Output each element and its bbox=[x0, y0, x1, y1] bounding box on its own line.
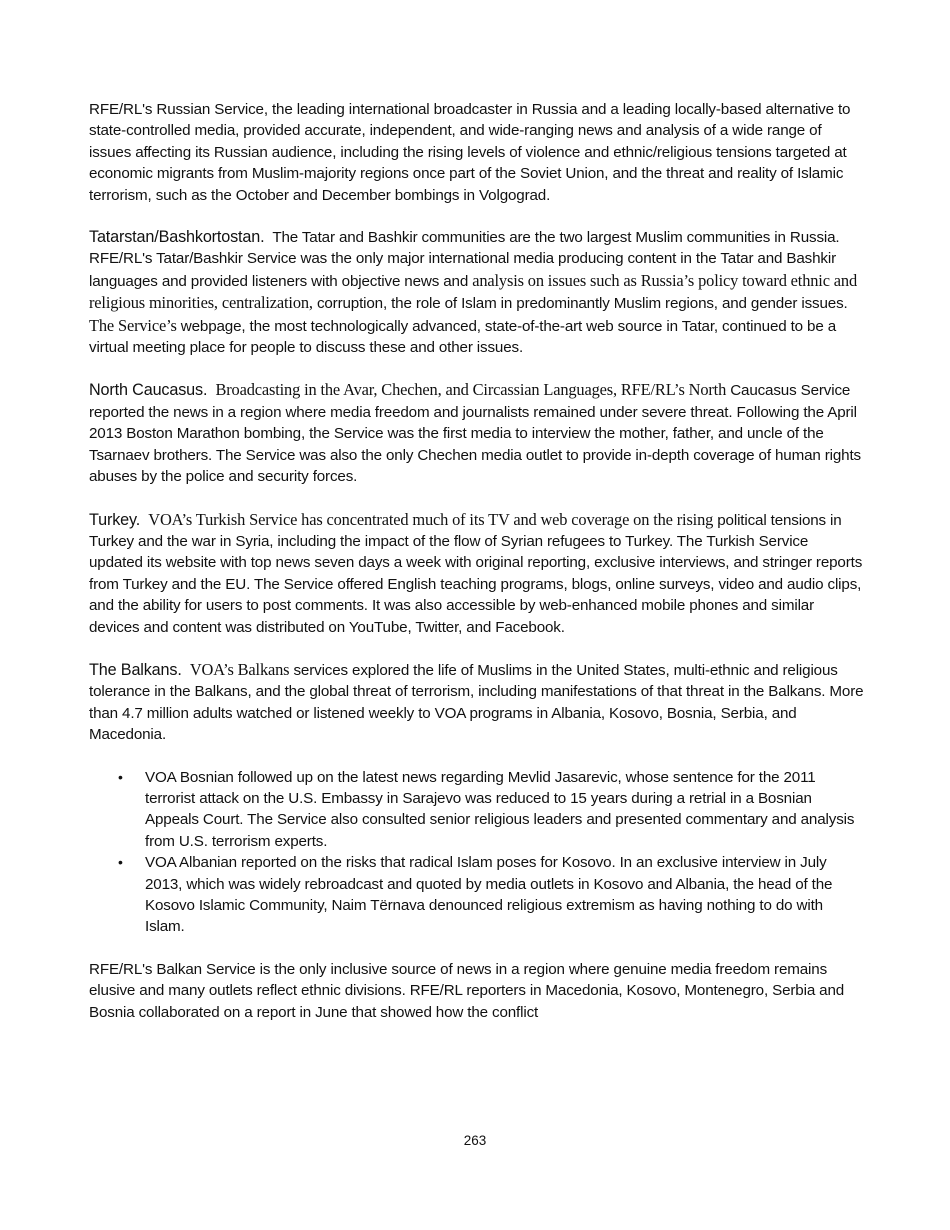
bullet-icon: • bbox=[118, 768, 123, 785]
caucasus-text-serif: Broadcasting in the Avar, Chechen, and Circassian Languages, RFE/RL’s North bbox=[215, 380, 727, 400]
list-item bbox=[118, 767, 864, 853]
list-item bbox=[118, 852, 864, 938]
heading-balkans: The Balkans. bbox=[89, 660, 182, 679]
bullet-icon: • bbox=[118, 854, 123, 871]
tatarstan-text-serif2: The Service’s bbox=[89, 315, 177, 335]
tatarstan-text-c: webpage, the most technologically advanced, state-of-the-art web source in Tatar, continued to be a virtual meeting place for people to discuss these and other issues. bbox=[89, 317, 837, 357]
document-body bbox=[89, 99, 864, 1044]
turkey-text-serif: VOA’s Turkish Service has concentrated much of its TV and web coverage on the rising bbox=[148, 509, 714, 529]
tatarstan-text-serif: analysis on issues such as Russia’s policy toward ethnic and religious minorities, centralization, bbox=[89, 270, 857, 313]
list-item-text: VOA Bosnian followed up on the latest news regarding Mevlid Jasarevic, whose sentence for the 2011 terrorist attack on the U.S. Embassy in Sarajevo was reduced to 15 years during a retrial in a Bosnian Appeals Court. The Service also consulted senior religious leaders and presented commentary and analysis from U.S. terrorism experts. bbox=[145, 768, 855, 850]
paragraph-turkey bbox=[89, 509, 864, 638]
paragraph-balkan-service: RFE/RL's Balkan Service is the only inclusive source of news in a region where genuine media freedom remains elusive and many outlets reflect ethnic divisions. RFE/RL reporters in Macedonia, Kosovo, Montenegro, Serbia and Bosnia collaborated on a report in June that showed how the conflict bbox=[89, 960, 845, 1021]
caucasus-text: Caucasus Service reported the news in a region where media freedom and journalists remained under severe threat. Following the April 2013 Boston Marathon bombing, the Service was the first media to interview the mother, father, and uncle of the Tsarnaev brothers. The Service was also the only Chechen media outlet to provide in-depth coverage of human rights abuses by the police and security forces. bbox=[89, 382, 861, 486]
heading-tatarstan: Tatarstan/Bashkortostan. bbox=[89, 228, 265, 247]
heading-turkey: Turkey. bbox=[89, 510, 141, 529]
heading-north-caucasus: North Caucasus. bbox=[89, 381, 208, 400]
paragraph-russian-service: RFE/RL's Russian Service, the leading international broadcaster in Russia and a leading locally-based alternative to state-controlled media, provided accurate, independent, and wide-ranging news and analysis of a wide range of issues affecting its Russian audience, including the rising levels of violence and ethnic/religious tensions targeted at economic migrants from Muslim-majority regions once part of the Soviet Union, and the threat and reality of Islamic terrorism, such as the October and December bombings in Volgograd. bbox=[89, 101, 851, 204]
paragraph-balkans bbox=[89, 659, 864, 746]
turkey-text: political tensions in Turkey and the war in Syria, including the impact of the flow of Syrian refugees to Turkey. The Turkish Service updated its website with top news seven days a week with original reporting, exclusive interviews, and stringer reports from Turkey and the EU. The Service offered English teaching programs, blogs, online surveys, video and audio clips, and the ability for users to post comments. It was also accessible by web-enhanced mobile phones and similar devices and content was distributed on YouTube, Twitter, and Facebook. bbox=[89, 511, 863, 636]
tatarstan-text-b: corruption, the role of Islam in predominantly Muslim regions, and gender issues. bbox=[316, 295, 848, 313]
paragraph-tatarstan bbox=[89, 227, 864, 358]
balkans-text-serif: VOA’s Balkans bbox=[189, 659, 290, 679]
page-number: 263 bbox=[463, 1133, 487, 1148]
balkans-bullet-list bbox=[89, 767, 864, 938]
tatarstan-text-a: The Tatar and Bashkir communities are the two largest Muslim communities in Russia. RFE/RL's Tatar/Bashkir Service was the only major international media producing content in the Tatar and Bashkir languages and provided listeners with objective news and bbox=[89, 229, 840, 290]
list-item-text: VOA Albanian reported on the risks that radical Islam poses for Kosovo. In an exclusive interview in July 2013, which was widely rebroadcast and quoted by media outlets in Kosovo and Albania, the head of the Kosovo Islamic Community, Naim Tërnava denounced religious extremism as having nothing to do with Islam. bbox=[145, 854, 833, 936]
balkans-text: services explored the life of Muslims in the United States, multi-ethnic and religious tolerance in the Balkans, and the global threat of terrorism, including manifestations of that threat in the Balkans. More than 4.7 million adults watched or listened weekly to VOA programs in Albania, Kosovo, Bosnia, Serbia, and Macedonia. bbox=[89, 661, 864, 744]
paragraph-north-caucasus bbox=[89, 379, 864, 487]
